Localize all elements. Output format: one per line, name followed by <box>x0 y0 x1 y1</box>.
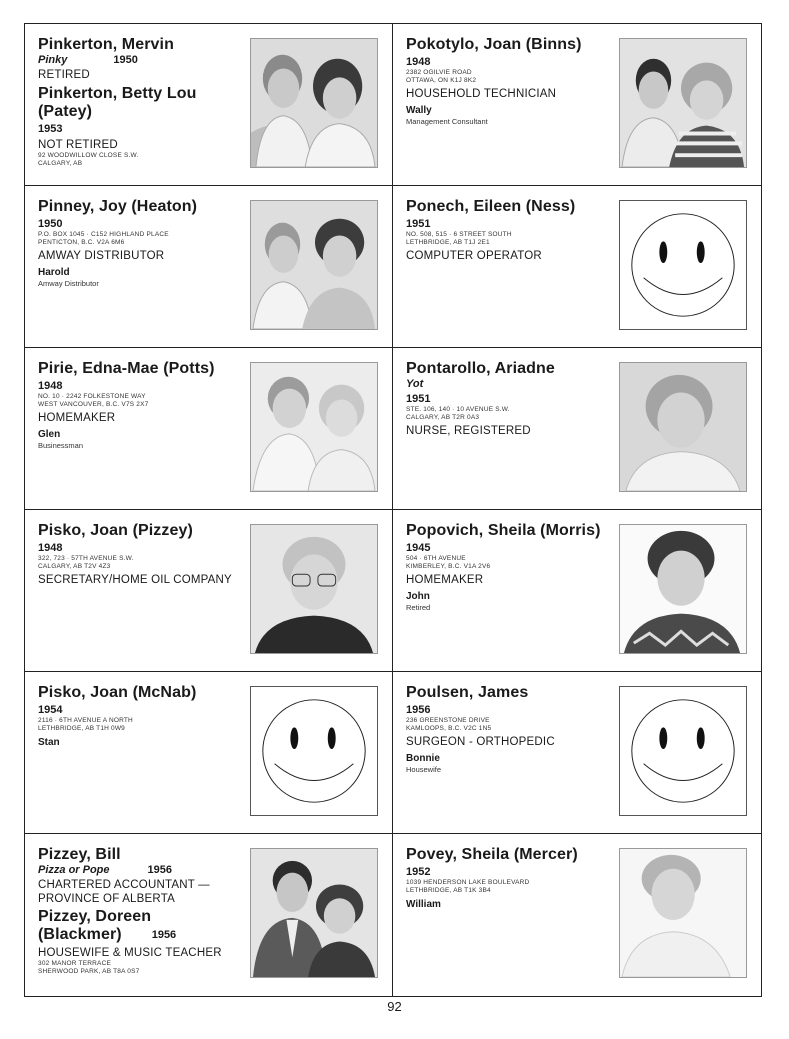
entry-address-line-2: CALGARY, AB T2R 0A3 <box>406 414 480 421</box>
entry-pokotylo-joan <box>393 24 761 186</box>
entry-name: Poulsen, James <box>406 684 529 701</box>
entry-address-line-1: 236 GREENSTONE DRIVE <box>406 717 490 724</box>
entry-address-line-2: CALGARY, AB <box>38 160 83 167</box>
entry-occupation: SURGEON - ORTHOPEDIC <box>406 736 555 748</box>
entry-address-line-1: P.O. BOX 1045 · C152 HIGHLAND PLACE <box>38 231 169 238</box>
entry-info <box>406 846 611 911</box>
entry-name: Pokotylo, Joan (Binns) <box>406 36 582 53</box>
entry-info <box>406 36 611 127</box>
entry-year: 1948 <box>406 56 431 68</box>
smiley-face-placeholder <box>250 686 378 816</box>
entry-name-2-maiden: (Blackmer) <box>38 926 122 943</box>
couple-photo <box>250 38 378 168</box>
entry-address-line-1: 302 MANOR TERRACE <box>38 960 111 967</box>
entry-address-line-2: LETHBRIDGE, AB T1H 0W9 <box>38 725 125 732</box>
entry-pontarollo-ariadne <box>393 348 761 510</box>
entry-year: 1951 <box>406 393 431 405</box>
entry-info <box>38 36 243 168</box>
entry-name: Pontarollo, Ariadne <box>406 360 555 377</box>
couple-photo <box>250 848 378 978</box>
entry-name-2: Pizzey, Doreen <box>38 908 152 925</box>
entry-address-line-2: KAMLOOPS, B.C. V2C 1N5 <box>406 725 492 732</box>
entry-nickname: Pinky <box>38 54 68 66</box>
entry-year-2: 1956 <box>151 928 177 941</box>
single-photo <box>619 524 747 654</box>
entry-spouse: Stan <box>38 737 60 748</box>
entry-nickname: Pizza or Pope <box>38 864 110 876</box>
entry-pisko-joan-pizzey <box>25 510 393 672</box>
entry-name: Pisko, Joan (McNab) <box>38 684 197 701</box>
entry-name: Pizzey, Bill <box>38 846 121 863</box>
entry-name: Povey, Sheila (Mercer) <box>406 846 578 863</box>
smiley-face-icon <box>620 201 746 329</box>
entry-address-line-1: 2382 OGILVIE ROAD <box>406 69 472 76</box>
entry-occupation: CHARTERED ACCOUNTANT — <box>38 879 210 891</box>
entry-year: 1951 <box>406 218 431 230</box>
entry-address-line-2: PENTICTON, B.C. V2A 6M6 <box>38 239 125 246</box>
entry-spouse: Glen <box>38 429 61 440</box>
entry-info <box>38 846 243 976</box>
entry-spouse-occupation: Retired <box>406 603 431 612</box>
entry-year: 1954 <box>38 704 63 716</box>
entry-address-line-2: LETHBRIDGE, AB T1K 3B4 <box>406 887 491 894</box>
entry-info <box>406 522 611 613</box>
entry-info <box>38 684 243 749</box>
entry-pinkerton-mervin <box>25 24 393 186</box>
entry-occupation-2: NOT RETIRED <box>38 139 118 151</box>
single-photo <box>619 362 747 492</box>
entry-occupation: COMPUTER OPERATOR <box>406 250 542 262</box>
entry-address-line-1: 504 · 6TH AVENUE <box>406 555 466 562</box>
entry-address-line-2: OTTAWA, ON K1J 8K2 <box>406 77 477 84</box>
single-photo <box>250 524 378 654</box>
couple-photo <box>619 38 747 168</box>
entry-year: 1950 <box>113 54 138 66</box>
entry-name: Pinkerton, Mervin <box>38 36 174 53</box>
single-photo <box>619 848 747 978</box>
entry-year: 1945 <box>406 542 431 554</box>
entry-pizzey-bill <box>25 834 393 996</box>
entry-spouse: Harold <box>38 267 70 278</box>
page-number: 92 <box>387 999 402 1014</box>
smiley-face-placeholder <box>619 200 747 330</box>
entry-address-line-1: NO. 508, 515 · 6 STREET SOUTH <box>406 231 512 238</box>
entry-name: Pinney, Joy (Heaton) <box>38 198 198 215</box>
entry-name-2: Pinkerton, Betty Lou (Patey) <box>38 85 197 120</box>
entry-occupation-2: HOUSEWIFE & MUSIC TEACHER <box>38 947 222 959</box>
entry-address-line-1: 1039 HENDERSON LAKE BOULEVARD <box>406 879 530 886</box>
entry-name: Ponech, Eileen (Ness) <box>406 198 576 215</box>
entry-spouse: Bonnie <box>406 753 440 764</box>
entry-spouse-occupation: Amway Distributor <box>38 279 99 288</box>
entry-info <box>406 684 611 775</box>
entry-address-line-2: WEST VANCOUVER, B.C. V7S 2X7 <box>38 401 149 408</box>
entry-info <box>406 360 611 438</box>
entry-occupation: HOMEMAKER <box>38 412 116 424</box>
entry-address-line-2: CALGARY, AB T2V 4Z3 <box>38 563 111 570</box>
entry-occupation: RETIRED <box>38 69 90 81</box>
entry-spouse: John <box>406 591 430 602</box>
entry-info <box>38 360 243 451</box>
entry-address-line-2: LETHBRIDGE, AB T1J 2E1 <box>406 239 490 246</box>
entry-occupation: HOMEMAKER <box>406 574 484 586</box>
entry-year: 1956 <box>147 864 173 876</box>
entry-info <box>38 522 243 587</box>
entry-spouse: Wally <box>406 105 432 116</box>
entry-address-line-1: 92 WOODWILLOW CLOSE S.W. <box>38 152 139 159</box>
entry-name: Pisko, Joan (Pizzey) <box>38 522 193 539</box>
entry-pisko-joan-mcnab <box>25 672 393 834</box>
couple-photo <box>250 362 378 492</box>
entry-nickname: Yot <box>406 378 424 390</box>
entry-occupation: HOUSEHOLD TECHNICIAN <box>406 88 557 100</box>
entry-occupation: SECRETARY/HOME OIL COMPANY <box>38 574 232 586</box>
entry-popovich-sheila <box>393 510 761 672</box>
entry-name: Pirie, Edna-Mae (Potts) <box>38 360 215 377</box>
directory-grid <box>24 23 762 997</box>
entry-address-line-1: NO. 10 · 2242 FOLKESTONE WAY <box>38 393 146 400</box>
couple-photo <box>250 200 378 330</box>
entry-spouse-occupation: Housewife <box>406 765 442 774</box>
entry-address-line-1: STE. 106, 140 · 10 AVENUE S.W. <box>406 406 510 413</box>
entry-address-line-1: 322, 723 · 57TH AVENUE S.W. <box>38 555 134 562</box>
entry-address-line-2: SHERWOOD PARK, AB T8A 0S7 <box>38 968 140 975</box>
entry-spouse-occupation: Businessman <box>38 441 84 450</box>
entry-name: Popovich, Sheila (Morris) <box>406 522 601 539</box>
entry-pirie-edna-mae <box>25 348 393 510</box>
entry-year: 1956 <box>406 704 431 716</box>
entry-address-line-1: 2116 · 6TH AVENUE A NORTH <box>38 717 133 724</box>
entry-pinney-joy <box>25 186 393 348</box>
smiley-face-placeholder <box>619 686 747 816</box>
entry-spouse: William <box>406 899 441 910</box>
entry-occupation: AMWAY DISTRIBUTOR <box>38 250 165 262</box>
entry-year: 1948 <box>38 542 63 554</box>
entry-ponech-eileen <box>393 186 761 348</box>
entry-address-line-2: KIMBERLEY, B.C. V1A 2V6 <box>406 563 491 570</box>
smiley-face-icon <box>251 687 377 815</box>
entry-spouse-occupation: Management Consultant <box>406 117 488 126</box>
entry-occupation: NURSE, REGISTERED <box>406 425 531 437</box>
entry-info <box>38 198 243 289</box>
entry-povey-sheila <box>393 834 761 996</box>
entry-year: 1950 <box>38 218 63 230</box>
smiley-face-icon <box>620 687 746 815</box>
entry-year: 1948 <box>38 380 63 392</box>
entry-year: 1952 <box>406 866 431 878</box>
entry-occupation-line-2: PROVINCE OF ALBERTA <box>38 893 175 905</box>
entry-year-2: 1953 <box>38 123 63 135</box>
entry-poulsen-james <box>393 672 761 834</box>
entry-info <box>406 198 611 263</box>
